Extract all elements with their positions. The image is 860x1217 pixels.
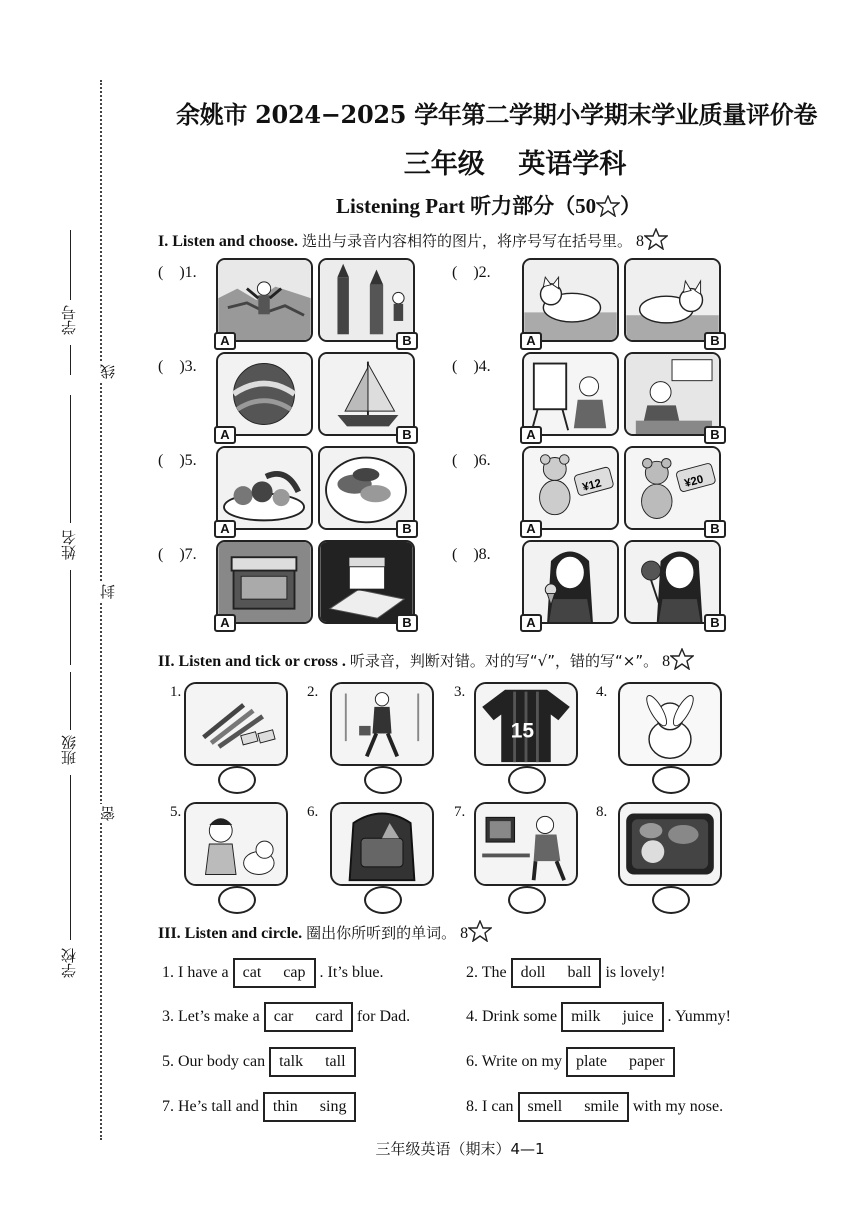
part-en: Listening Part	[336, 194, 465, 218]
section1-heading	[158, 228, 668, 251]
page-footer: 三年级英语（期末）4—1	[375, 1140, 545, 1158]
q1-option-b-image	[318, 258, 415, 342]
sentence-text: 1. I have a	[162, 964, 229, 981]
item-number: 8.	[596, 804, 608, 820]
divider	[70, 345, 71, 375]
option-a-tag: A	[520, 332, 542, 350]
item5-girl-dog-image	[184, 802, 288, 886]
star-icon	[596, 195, 620, 217]
item3-jersey-image	[474, 682, 578, 766]
item-number: 2.	[307, 684, 319, 700]
sentence-text: 4. Drink some	[466, 1008, 558, 1025]
part-heading	[336, 190, 641, 220]
q3-option-a-image	[216, 352, 313, 436]
word-option[interactable]: smile	[584, 1098, 619, 1115]
q7-option-b-image	[318, 540, 415, 624]
jersey-number: 15	[510, 719, 535, 743]
sentence-text: is lovely!	[605, 964, 666, 981]
answer-bracket-8[interactable]: ( )8.	[452, 546, 491, 563]
item4-rabbit-image	[618, 682, 722, 766]
word-choice-box	[566, 1047, 675, 1077]
sentence-7	[162, 1092, 360, 1122]
option-a-tag: A	[520, 614, 542, 632]
sentence-text: with my nose.	[632, 1098, 724, 1115]
q2-option-b-image	[624, 258, 721, 342]
binding-strip	[0, 0, 140, 1217]
section3-en: III. Listen and circle.	[158, 925, 303, 942]
name-line[interactable]	[70, 395, 71, 523]
item-number: 3.	[454, 684, 466, 700]
word-option[interactable]: paper	[629, 1053, 665, 1070]
answer-bracket-2[interactable]: ( )2.	[452, 264, 491, 281]
word-choice-box	[561, 1002, 663, 1032]
q2-option-a-image	[522, 258, 619, 342]
sentence-text: 7. He’s tall and	[162, 1098, 259, 1115]
item-number: 4.	[596, 684, 608, 700]
section2-en: II. Listen and tick or cross .	[158, 653, 346, 670]
sentence-text: 6. Write on my	[466, 1053, 562, 1070]
answer-bracket-6[interactable]: ( )6.	[452, 452, 491, 469]
item8-food-tray-image	[618, 802, 722, 886]
price-tag-b: ¥20	[683, 473, 705, 491]
section1-score: 8	[636, 233, 645, 250]
sentence-text: 2. The	[466, 964, 507, 981]
word-option[interactable]: card	[315, 1008, 343, 1025]
word-option[interactable]: plate	[575, 1053, 608, 1070]
answer-oval-3[interactable]	[508, 766, 546, 794]
sentence-text: for Dad.	[356, 1008, 411, 1025]
option-a-tag: A	[520, 520, 542, 538]
word-option[interactable]: milk	[571, 1008, 601, 1025]
item7-computer-image	[474, 802, 578, 886]
q-num: )1.	[179, 264, 197, 281]
q-num: )8.	[473, 546, 491, 563]
q1-option-a-image	[216, 258, 313, 342]
q3-option-b-image	[318, 352, 415, 436]
word-option[interactable]: ball	[567, 964, 592, 981]
sentence-5	[162, 1047, 360, 1077]
option-a-tag: A	[520, 426, 542, 444]
q5-option-b-image	[318, 446, 415, 530]
item2-walking-man-image	[330, 682, 434, 766]
sentence-8	[466, 1092, 723, 1122]
item6-backpack-image	[330, 802, 434, 886]
item-number: 7.	[454, 804, 466, 820]
q6-option-a-image	[522, 446, 619, 530]
q-num: )5.	[179, 452, 197, 469]
option-a-tag: A	[214, 426, 236, 444]
option-b-tag: B	[396, 614, 418, 632]
item-number: 6.	[307, 804, 319, 820]
item1-pencils-image	[184, 682, 288, 766]
grade: 三年级	[403, 149, 485, 180]
section3-heading	[158, 920, 492, 943]
word-choice-box	[518, 1092, 629, 1122]
section2-heading	[158, 648, 694, 671]
divider	[70, 570, 71, 665]
word-option[interactable]: sing	[319, 1098, 347, 1115]
sentence-text: 5. Our body can	[162, 1053, 266, 1070]
q-num: )4.	[473, 358, 491, 375]
word-choice-box	[269, 1047, 355, 1077]
item-number: 1.	[170, 684, 182, 700]
section2-cn: 听录音，判断对错。对的写“√”，错的写“×”。	[349, 652, 659, 670]
option-b-tag: B	[704, 426, 726, 444]
answer-bracket-3[interactable]: ( )3.	[158, 358, 197, 375]
sentence-3	[162, 1002, 410, 1032]
answer-bracket-5[interactable]: ( )5.	[158, 452, 197, 469]
q-num: )2.	[473, 264, 491, 281]
answer-bracket-7[interactable]: ( )7.	[158, 546, 197, 563]
exam-subtitle	[0, 142, 860, 181]
option-a-tag: A	[214, 520, 236, 538]
subject: 英语学科	[518, 149, 627, 180]
item-number: 5.	[170, 804, 182, 820]
answer-oval-4[interactable]	[652, 766, 690, 794]
star-icon	[644, 228, 668, 250]
answer-bracket-1[interactable]: ( )1.	[158, 264, 197, 281]
option-b-tag: B	[704, 332, 726, 350]
word-option[interactable]: doll	[520, 964, 546, 981]
option-b-tag: B	[704, 614, 726, 632]
cut-word-secret: 密	[99, 806, 117, 821]
q8-option-b-image	[624, 540, 721, 624]
word-option[interactable]: thin	[272, 1098, 298, 1115]
option-b-tag: B	[704, 520, 726, 538]
cut-line	[100, 80, 102, 1140]
word-option[interactable]: smell	[527, 1098, 563, 1115]
sentence-4	[466, 1002, 731, 1032]
part-close: ）	[620, 194, 642, 218]
section1-cn: 选出与录音内容相符的图片，将序号写在括号里。	[302, 232, 633, 250]
q-num: )3.	[179, 358, 197, 375]
part-score: （50	[554, 194, 597, 218]
section2-score: 8	[662, 653, 671, 670]
answer-oval-5[interactable]	[218, 886, 256, 914]
word-option[interactable]: tall	[325, 1053, 346, 1070]
word-choice-box	[263, 1092, 357, 1122]
word-option[interactable]: juice	[622, 1008, 654, 1025]
student-id-line[interactable]	[70, 230, 71, 300]
option-b-tag: B	[396, 520, 418, 538]
option-a-tag: A	[214, 614, 236, 632]
answer-bracket-4[interactable]: ( )4.	[452, 358, 491, 375]
cut-word-seal: 封	[99, 584, 117, 599]
class-label: 班级	[60, 735, 78, 765]
option-b-tag: B	[396, 426, 418, 444]
sentence-text: . It’s blue.	[319, 964, 384, 981]
cut-word-line: 线	[99, 364, 117, 379]
school-line[interactable]	[70, 870, 71, 940]
word-choice-box	[511, 958, 602, 988]
q7-option-a-image	[216, 540, 313, 624]
sentence-text: 8. I can	[466, 1098, 514, 1115]
word-choice-box	[233, 958, 316, 988]
price-tag-a: ¥12	[581, 477, 603, 494]
word-option[interactable]: cap	[283, 964, 306, 981]
class-line[interactable]	[70, 672, 71, 730]
answer-oval-7[interactable]	[508, 886, 546, 914]
answer-oval-1[interactable]	[218, 766, 256, 794]
school-label: 学校	[60, 948, 78, 978]
q8-option-a-image	[522, 540, 619, 624]
sentence-6	[466, 1047, 679, 1077]
word-option[interactable]: car	[273, 1008, 294, 1025]
section3-cn: 圈出你所听到的单词。	[306, 924, 457, 942]
option-a-tag: A	[214, 332, 236, 350]
star-icon	[468, 920, 492, 942]
sentence-1	[162, 958, 384, 988]
word-choice-box	[264, 1002, 353, 1032]
word-option[interactable]: talk	[279, 1053, 304, 1070]
q-num: )7.	[179, 546, 197, 563]
q4-option-b-image	[624, 352, 721, 436]
star-icon	[670, 648, 694, 670]
exam-title: 余姚市 2024−2025 学年第二学期小学期末学业质量评价卷	[176, 100, 818, 129]
sentence-text: . Yummy!	[667, 1008, 731, 1025]
q4-option-a-image	[522, 352, 619, 436]
name-label: 姓名	[60, 530, 78, 560]
q-num: )6.	[473, 452, 491, 469]
section3-score: 8	[460, 925, 469, 942]
sentence-2	[466, 958, 665, 988]
section1-en: I. Listen and choose.	[158, 233, 299, 250]
sentence-text: 3. Let’s make a	[162, 1008, 260, 1025]
student-id-label: 学号	[60, 305, 78, 335]
answer-oval-2[interactable]	[364, 766, 402, 794]
q5-option-a-image	[216, 446, 313, 530]
word-option[interactable]: cat	[242, 964, 262, 981]
answer-oval-8[interactable]	[652, 886, 690, 914]
part-cn: 听力部分	[470, 194, 555, 218]
option-b-tag: B	[396, 332, 418, 350]
answer-oval-6[interactable]	[364, 886, 402, 914]
q6-option-b-image	[624, 446, 721, 530]
